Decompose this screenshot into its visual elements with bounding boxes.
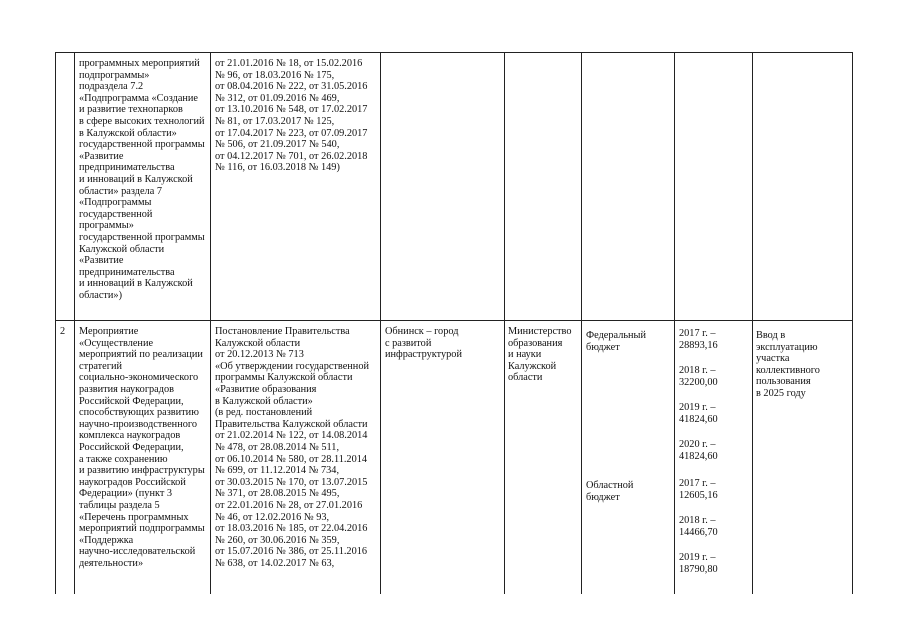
row2-description: Мероприятие «Осуществление мероприятий по реализации стратегий социально-экономического развития наукоградов Российской Федерации, способствующих развитию научно-производственного комплекса наукоградов Российской Федерации, а также сохранению и развитию инфраструктуры наукоградов Российской Федерации» (пункт 3 таблицы раздела 5 «Перечень программных мероприятий подпрограммы «Поддержка научно-исследовательской деятельности»: [79, 326, 205, 569]
col-divider-5: [581, 52, 582, 594]
col-divider-4: [504, 52, 505, 594]
amount-federal-2019: 2019 г. – 41824,60: [679, 402, 718, 425]
row1-description: программных мероприятий подпрограммы» подраздела 7.2 «Подпрограмма «Создание и развитие технопарков в сфере высоких технологий в Калужской области» государственной программы «Развитие предпринимательства и инноваций в Калужской области» раздела 7 «Подпрограммы государственной программы» государственной программы Калужской области «Развитие предпринимательства и инноваций в Калужской области»): [79, 58, 205, 301]
amount-regional-2018: 2018 г. – 14466,70: [679, 515, 718, 538]
row2-budget-regional: Областной бюджет: [586, 480, 634, 503]
col-divider-7: [752, 52, 753, 594]
amount-federal-2017: 2017 г. – 28893,16: [679, 328, 718, 351]
col-divider-6: [674, 52, 675, 594]
row2-ministry: Министерство образования и науки Калужской области: [508, 326, 572, 384]
row2-legal-acts: Постановление Правительства Калужской области от 20.12.2013 № 713 «Об утверждении государственной программы Калужской области «Развитие образования в Калужской области» (в ред. постановлений Правительства Калужской области от 21.02.2014 № 122, от 14.08.2014 № 478, от 28.08.2014 № 511, от 06.10.2014 № 580, от 28.11.2014 № 699, от 11.12.2014 № 734, от 30.03.2015 № 170, от 13.07.2015 № 371, от 28.08.2015 № 495, от 22.01.2016 № 28, от 27.01.2016 № 46, от 12.02.2016 № 93, от 18.03.2016 № 185, от 22.04.2016 № 260, от 30.06.2016 № 359, от 15.07.2016 № 386, от 25.11.2016 № 638, от 14.02.2017 № 63,: [215, 326, 369, 569]
document-table: [55, 52, 853, 594]
col-divider-2: [210, 52, 211, 594]
table-border-left: [55, 52, 56, 594]
row2-budget-federal: Федеральный бюджет: [586, 330, 646, 353]
amount-regional-2017: 2017 г. – 12605,16: [679, 478, 718, 501]
row2-location: Обнинск – город с развитой инфраструктурой: [385, 326, 462, 361]
col-divider-3: [380, 52, 381, 594]
row2-result: Ввод в эксплуатацию участка коллективного пользования в 2025 году: [756, 330, 820, 399]
table-border-right: [852, 52, 853, 594]
amount-federal-2020: 2020 г. – 41824,60: [679, 439, 718, 462]
row1-legal-acts: от 21.01.2016 № 18, от 15.02.2016 № 96, от 18.03.2016 № 175, от 08.04.2016 № 222, от 31.05.2016 № 312, от 01.09.2016 № 469, от 13.10.2016 № 548, от 17.02.2017 № 81, от 17.03.2017 № 125, от 17.04.2017 № 223, от 07.09.2017 № 506, от 21.09.2017 № 540, от 04.12.2017 № 701, от 26.02.2018 № 116, от 16.03.2018 № 149): [215, 58, 368, 174]
row2-number: 2: [60, 326, 66, 337]
amount-federal-2018: 2018 г. – 32200,00: [679, 365, 718, 388]
row-divider: [55, 320, 853, 321]
col-divider-1: [74, 52, 75, 594]
table-border-top: [55, 52, 853, 53]
amount-regional-2019: 2019 г. – 18790,80: [679, 552, 718, 575]
